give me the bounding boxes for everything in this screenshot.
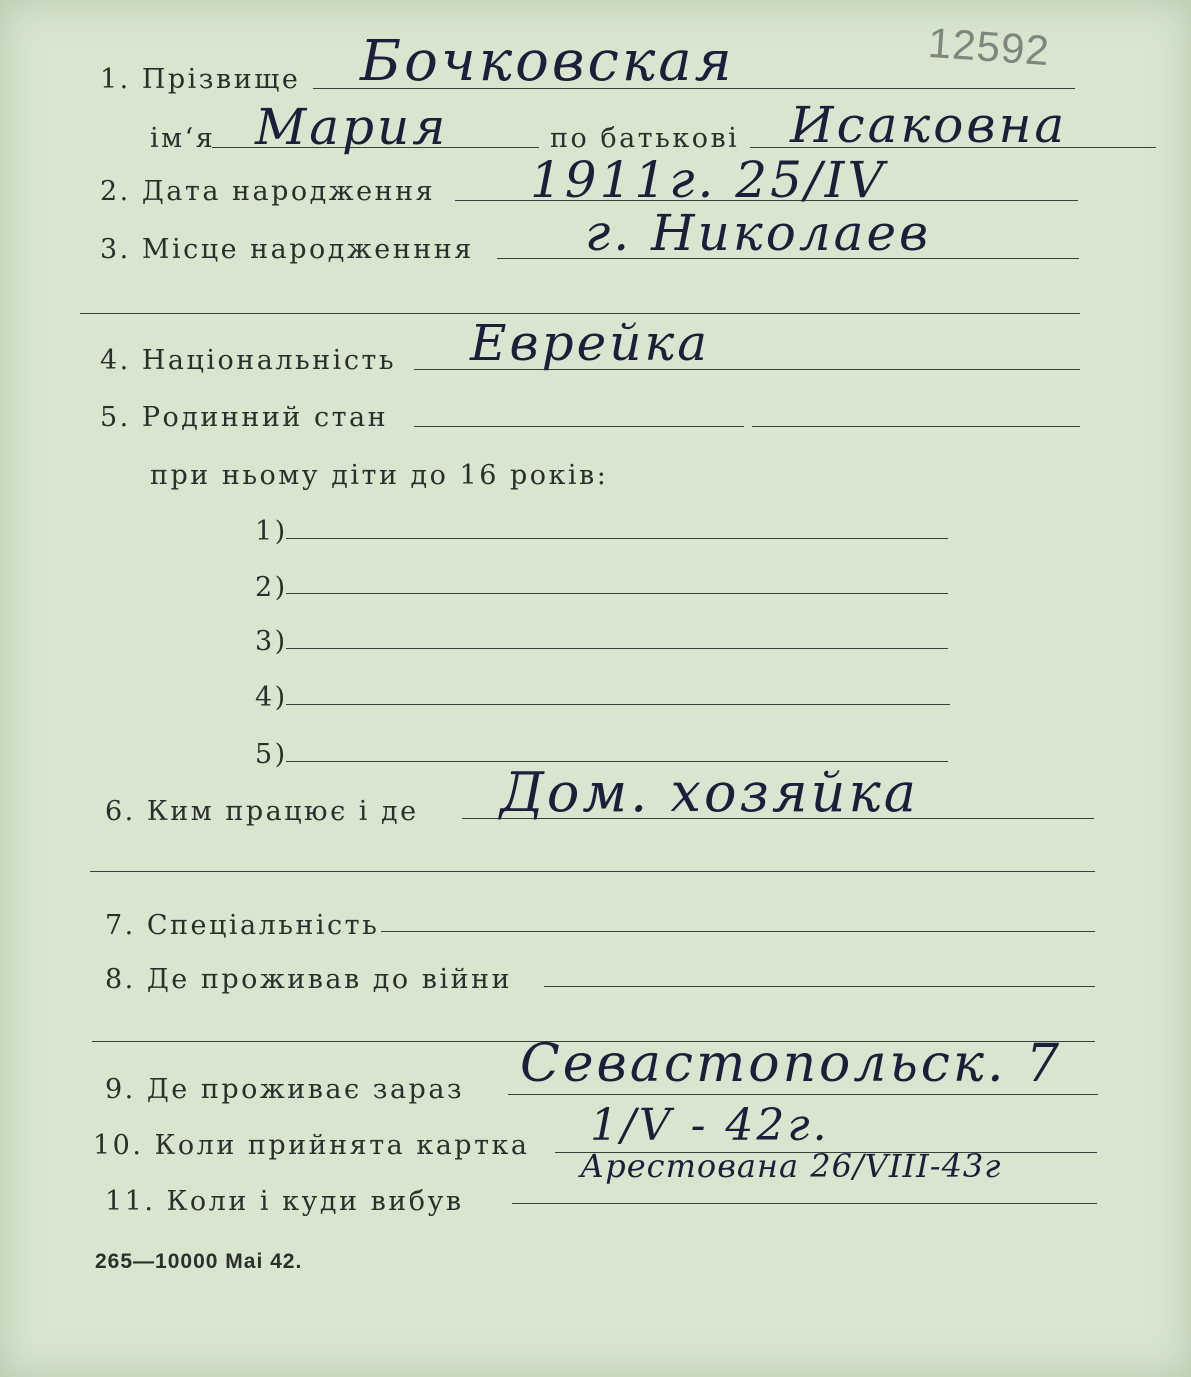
label-birth-place: 3. Місце народженння — [100, 234, 474, 265]
label-first-name: ім‘я — [150, 123, 216, 154]
label-specialty: 7. Спеціальність — [105, 910, 380, 941]
child-4-line — [286, 704, 950, 705]
marital-status-line — [414, 426, 744, 427]
child-2-line — [286, 593, 948, 594]
current-residence-line — [508, 1094, 1098, 1095]
label-occupation: 6. Ким працює і де — [105, 796, 419, 827]
label-current-residence: 9. Де проживає зараз — [105, 1074, 465, 1105]
child-1-label: 1) — [255, 516, 288, 547]
child-4-label: 4) — [255, 682, 288, 713]
handwritten-surname: Бочковская — [360, 29, 735, 94]
marital-status-line-2 — [752, 426, 1080, 427]
handwritten-occupation: Дом. хозяйка — [500, 761, 919, 824]
child-1-line — [286, 538, 948, 539]
child-3-label: 3) — [255, 626, 288, 657]
handwritten-birth-place: г. Николаев — [585, 204, 932, 262]
prewar-residence-line — [544, 986, 1095, 987]
label-departure: 11. Коли і куди вибув — [105, 1186, 464, 1217]
archive-number: 12592 — [926, 18, 1052, 75]
label-children: при ньому діти до 16 років: — [150, 460, 609, 491]
specialty-line — [381, 931, 1095, 932]
child-2-label: 2) — [255, 572, 288, 603]
label-patronymic: по батькові — [550, 123, 740, 154]
handwritten-card-accepted: 1/V - 42г. — [590, 1100, 830, 1151]
label-nationality: 4. Національність — [100, 345, 397, 376]
label-card-accepted: 10. Коли прийнята картка — [93, 1130, 530, 1161]
label-prewar-residence: 8. Де проживав до війни — [105, 964, 513, 995]
label-surname: 1. Прізвище — [100, 64, 301, 95]
handwritten-nationality: Еврейка — [470, 314, 711, 372]
label-marital-status: 5. Родинний стан — [100, 402, 389, 433]
print-imprint: 265—10000 Mai 42. — [95, 1250, 303, 1273]
child-3-line — [286, 648, 948, 649]
handwritten-first-name: Мария — [255, 98, 449, 156]
occupation-line-2 — [90, 871, 1095, 872]
departure-line — [512, 1203, 1097, 1204]
label-birth-date: 2. Дата народження — [100, 176, 436, 207]
handwritten-birth-date: 1911г. 25/IV — [530, 151, 887, 209]
child-5-label: 5) — [255, 739, 288, 770]
handwritten-departure: Арестована 26/VIII-43г — [580, 1147, 1002, 1185]
handwritten-current-residence: Севастопольск. 7 — [520, 1034, 1063, 1094]
handwritten-patronymic: Исаковна — [790, 96, 1068, 154]
